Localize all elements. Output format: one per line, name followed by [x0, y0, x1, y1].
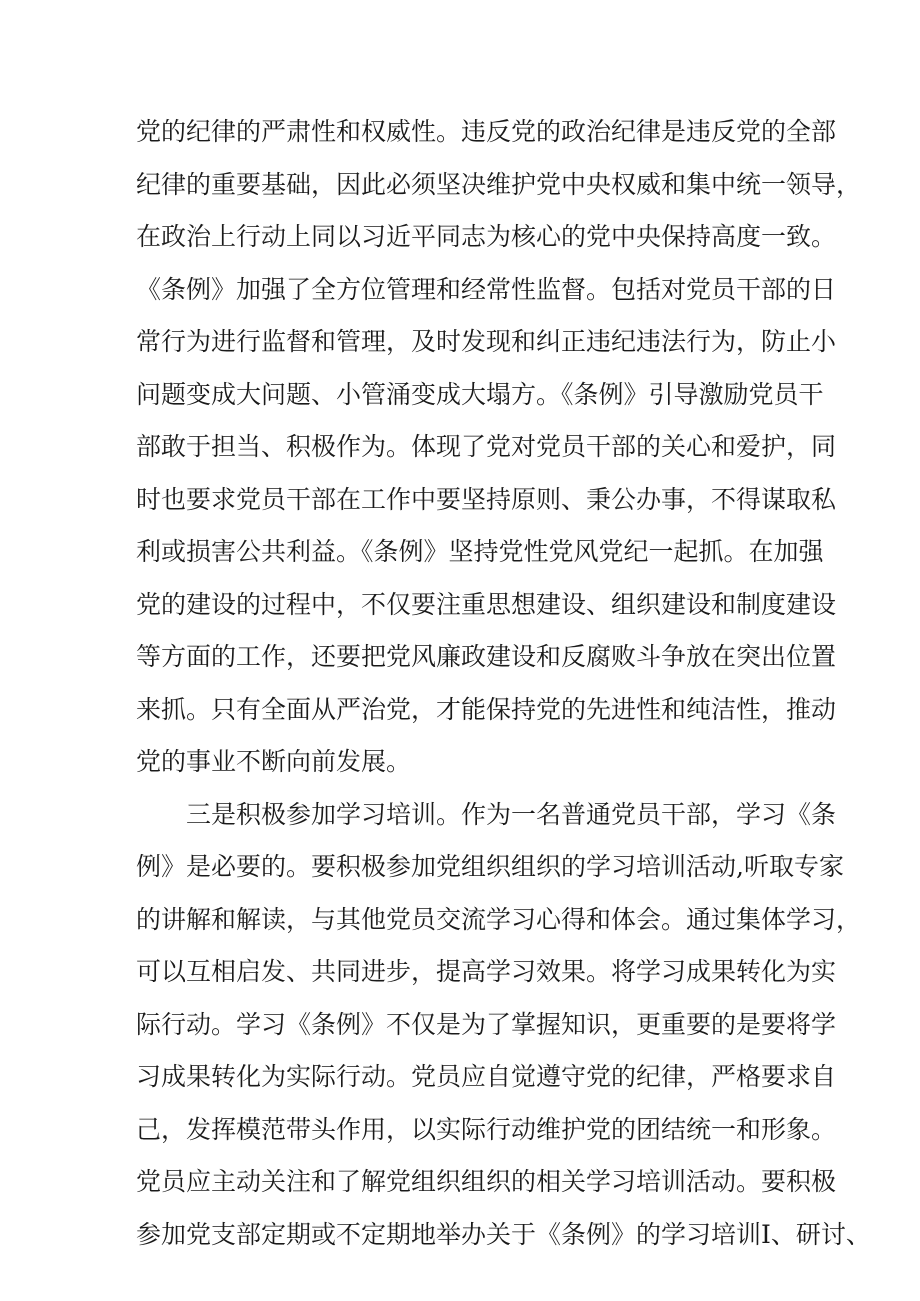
text-line: 部敢于担当、积极作为。体现了党对党员干部的关心和爱护，同	[136, 432, 837, 461]
text-line: 在政治上行动上同以习近平同志为核心的党中央保持高度一致。	[136, 222, 837, 251]
text-line: 常行为进行监督和管理，及时发现和纠正违纪违法行为，防止小	[136, 327, 837, 356]
text-line: 时也要求党员干部在工作中要坚持原则、秉公办事，不得谋取私	[136, 484, 837, 514]
text-line: 党的建设的过程中，不仅要注重思想建设、组织建设和制度建设	[136, 589, 837, 619]
text-line: 《条例》加强了全方位管理和经常性监督。包括对党员干部的日	[136, 274, 837, 304]
text-line: 等方面的工作，还要把党风廉政建设和反腐败斗争放在突出位置	[136, 642, 837, 671]
text-line: 习成果转化为实际行动。党员应自觉遵守党的纪律，严格要求自	[136, 1062, 837, 1091]
text-line: 参加党支部定期或不定期地举办关于《条例》的学习培训I、研讨、	[136, 1219, 871, 1249]
text-line: 党的纪律的严肃性和权威性。违反党的政治纪律是违反党的全部	[136, 117, 837, 146]
text-line: 利或损害公共利益。《条例》坚持党性党风党纪一起抓。在加强	[136, 537, 824, 566]
text-line: 例》是必要的。要积极参加党组织组织的学习培训活动,听取专家	[136, 852, 844, 881]
text-line: 来抓。只有全面从严治党，才能保持党的先进性和纯洁性，推动	[136, 694, 837, 724]
text-line: 的讲解和解读，与其他党员交流学习心得和体会。通过集体学习，	[136, 904, 862, 934]
text-line: 党的事业不断向前发展。	[136, 747, 412, 776]
document-body	[136, 106, 871, 1261]
text-line: 可以互相启发、共同进步，提高学习效果。将学习成果转化为实	[136, 957, 837, 986]
text-line: 问题变成大问题、小管涌变成大塌方。《条例》引导激励党员干	[136, 379, 824, 409]
text-line: 纪律的重要基础，因此必须坚决维护党中央权威和集中统一领导，	[136, 169, 862, 199]
paragraph-start-line: 三是积极参加学习培训。作为一名普通党员干部，学习《条	[186, 799, 837, 829]
text-line: 际行动。学习《条例》不仅是为了掌握知识，更重要的是要将学	[136, 1009, 837, 1039]
text-line: 党员应主动关注和了解党组织组织的相关学习培训活动。要积极	[136, 1167, 837, 1196]
text-line: 己，发挥模范带头作用，以实际行动维护党的团结统一和形象。	[136, 1114, 837, 1144]
